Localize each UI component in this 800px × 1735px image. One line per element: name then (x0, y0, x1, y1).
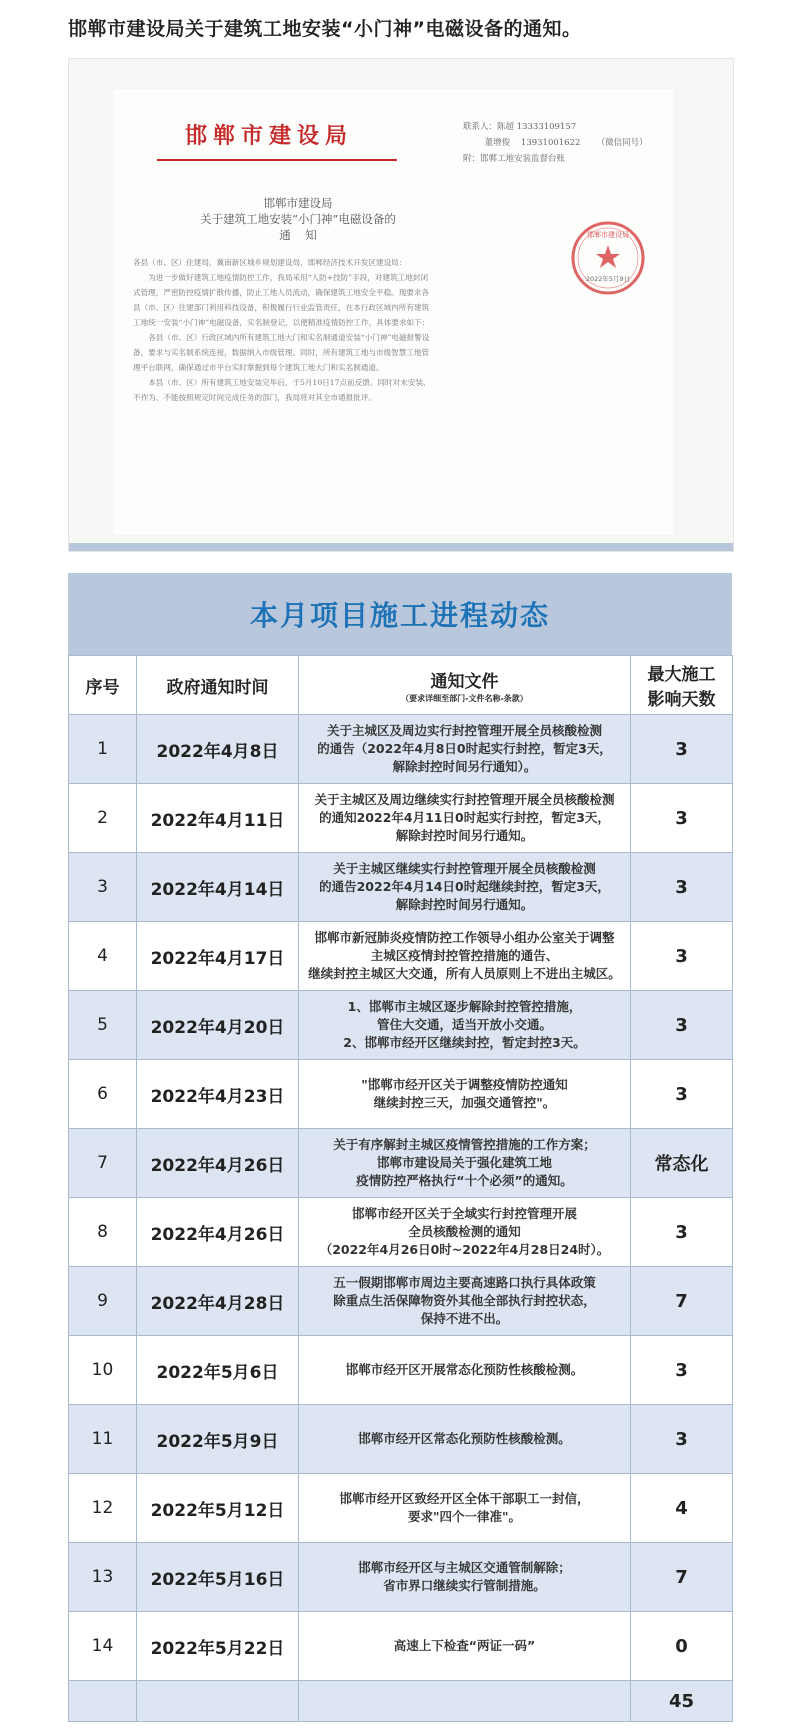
row-document (299, 853, 631, 922)
heading-line: 通 知 (279, 228, 317, 242)
notice-photo (68, 58, 734, 552)
heading-line: 关于建筑工地安装“小门神”电磁设备的 (200, 212, 396, 226)
row-number: 14 (69, 1612, 137, 1681)
row-impact-days: 3 (631, 784, 733, 853)
notice-heading (173, 195, 423, 243)
document-line: 全员核酸检测的通知 (408, 1224, 521, 1239)
table-total-row (69, 1681, 733, 1722)
row-impact-days: 3 (631, 715, 733, 784)
document-line: 1、邯郸市主城区逐步解除封控管控措施， (347, 999, 582, 1014)
heading-line: 邯郸市建设局 (263, 196, 333, 210)
row-number: 8 (69, 1198, 137, 1267)
total-cell-empty (299, 1681, 631, 1722)
table-title: 本月项目施工进程动态 (68, 573, 732, 655)
document-line: 的通告（2022年4月8日0时起实行封控，暂定3天， (317, 741, 612, 756)
row-impact-days: 3 (631, 1060, 733, 1129)
body-paragraph: 为进一步做好建筑工地疫情防控工作，我局采用“人防+技防”手段，对建筑工地封闭式管理，严密防控疫情扩散传播，防止工地人员流动，确保建筑工地安全平稳。现要求各县（市、区）住建部门利用科技设备，积极履行行业监管责任，在本行政区域内所有建筑工地统一安装“小门神”电磁设备，实名制登记，以便精准疫情防控工作，具体要求如下： (133, 273, 430, 327)
table-row (69, 1543, 733, 1612)
row-document (299, 1060, 631, 1129)
row-impact-days: 7 (631, 1543, 733, 1612)
table-row (69, 922, 733, 991)
row-date: 2022年5月6日 (137, 1336, 299, 1405)
row-number: 13 (69, 1543, 137, 1612)
row-impact-days: 3 (631, 853, 733, 922)
document-line: 的通知2022年4月11日0时起实行封控，暂定3天， (319, 810, 610, 825)
seal-text: 邯郸市建设局 (587, 231, 629, 239)
body-paragraph: 各县（市、区）行政区域内所有建筑工地大门和实名制通道安装“小门神”电磁报警设备，要求与实名制系统连接，数据纳入市级管理。同时，所有建筑工地与市级智慧工地管理平台联网，确保通过市平台实时掌握到每个建筑工地大门和实名制通道。 (133, 333, 430, 372)
photo-frame-band (69, 543, 733, 551)
table-row (69, 1474, 733, 1543)
row-number: 2 (69, 784, 137, 853)
table-row (69, 1336, 733, 1405)
row-number: 4 (69, 922, 137, 991)
row-date: 2022年5月9日 (137, 1405, 299, 1474)
document-line: 省市界口继续实行管制措施。 (383, 1578, 546, 1593)
row-number: 3 (69, 853, 137, 922)
document-line: "邯郸市经开区关于调整疫情防控通知 (361, 1077, 568, 1092)
document-line: 继续封控三天，加强交通管控"。 (373, 1095, 556, 1110)
table-row (69, 715, 733, 784)
row-document (299, 1612, 631, 1681)
document-line: 五一假期邯郸市周边主要高速路口执行具体政策 (333, 1275, 596, 1290)
row-number: 10 (69, 1336, 137, 1405)
header-days-line: 最大施工 (647, 665, 716, 685)
row-number: 9 (69, 1267, 137, 1336)
table-row (69, 784, 733, 853)
document-line: 邯郸市建设局关于强化建筑工地 (376, 1155, 552, 1170)
row-impact-days: 常态化 (631, 1129, 733, 1198)
row-date: 2022年4月11日 (137, 784, 299, 853)
letterhead-title: 邯郸市建设局 (185, 123, 354, 149)
document-line: 邯郸市经开区关于全域实行封控管理开展 (351, 1206, 577, 1221)
document-line: 的通告2022年4月14日0时起继续封控，暂定3天， (319, 879, 610, 894)
row-document (299, 1336, 631, 1405)
contact-line: 董增俊 13931001622 （微信同号） (463, 138, 648, 148)
progress-table (68, 655, 733, 1722)
row-date: 2022年4月28日 (137, 1267, 299, 1336)
document-line: 主城区疫情封控管控措施的通告、 (370, 948, 559, 963)
row-document (299, 1129, 631, 1198)
table-row (69, 991, 733, 1060)
header-doc-sub: （要求详细至部门-文件名称-条款） (401, 693, 528, 703)
row-document (299, 1198, 631, 1267)
row-impact-days: 0 (631, 1612, 733, 1681)
row-impact-days: 3 (631, 991, 733, 1060)
document-line: 2、邯郸市经开区继续封控，暂定封控3天。 (343, 1035, 586, 1050)
row-document (299, 1405, 631, 1474)
progress-table-section (68, 573, 732, 1722)
row-impact-days: 3 (631, 922, 733, 991)
total-cell-empty (69, 1681, 137, 1722)
document-line: 高速上下检查“两证一码” (393, 1638, 536, 1653)
header-date: 政府通知时间 (137, 656, 299, 715)
row-number: 12 (69, 1474, 137, 1543)
row-impact-days: 3 (631, 1198, 733, 1267)
row-number: 11 (69, 1405, 137, 1474)
document-line: 除重点生活保障物资外其他全部执行封控状态， (333, 1293, 596, 1308)
row-number: 1 (69, 715, 137, 784)
document-line: 邯郸市经开区常态化预防性核酸检测。 (358, 1431, 571, 1446)
document-line: 疫情防控严格执行“十个必须”的通知。 (356, 1173, 573, 1188)
row-document (299, 784, 631, 853)
row-document (299, 991, 631, 1060)
notice-body (133, 255, 433, 405)
header-days-line: 影响天数 (647, 690, 716, 710)
document-line: 关于有序解封主城区疫情管控措施的工作方案； (333, 1137, 596, 1152)
row-date: 2022年5月22日 (137, 1612, 299, 1681)
document-line: 要求"四个一律准"。 (407, 1509, 522, 1524)
row-document (299, 1474, 631, 1543)
body-paragraph: 本县（市、区）所有建筑工地安装完毕后，于5月10日17点前反馈。同时对未安装、不作为、不能按照规定时间完成任务的部门，我局将对其全市通报批评。 (133, 378, 431, 402)
document-line: 解除封控时间另行通知）。 (392, 759, 537, 774)
table-row (69, 1612, 733, 1681)
row-date: 2022年4月8日 (137, 715, 299, 784)
body-paragraph: 各县（市、区）住建局，冀南新区城乡规划建设局，邯郸经济技术开发区建设局： (133, 258, 407, 267)
header-doc-label: 通知文件 (430, 671, 499, 692)
table-row (69, 1060, 733, 1129)
row-date: 2022年4月17日 (137, 922, 299, 991)
document-line: 邯郸市经开区与主城区交通管制解除； (358, 1560, 571, 1575)
row-date: 2022年5月12日 (137, 1474, 299, 1543)
document-line: 邯郸市经开区开展常态化预防性核酸检测。 (345, 1362, 584, 1377)
total-days: 45 (631, 1681, 733, 1722)
row-number: 6 (69, 1060, 137, 1129)
row-date: 2022年4月20日 (137, 991, 299, 1060)
document-line: （2022年4月26日0时~2022年4月28日24时）。 (319, 1242, 610, 1257)
document-line: 关于主城区及周边实行封控管理开展全员核酸检测 (326, 723, 602, 738)
total-cell-empty (137, 1681, 299, 1722)
document-line: 邯郸市新冠肺炎疫情防控工作领导小组办公室关于调整 (314, 930, 615, 945)
document-line: 解除封控时间另行通知。 (395, 828, 534, 843)
contact-block (463, 119, 648, 167)
header-doc (299, 656, 631, 715)
table-row (69, 1129, 733, 1198)
article-headline: 邯郸市建设局关于建筑工地安装“小门神”电磁设备的通知。 (68, 18, 582, 40)
row-document (299, 922, 631, 991)
official-seal (569, 219, 647, 297)
row-impact-days: 7 (631, 1267, 733, 1336)
contact-line: 联系人：陈超 13333109157 (463, 122, 577, 132)
row-impact-days: 3 (631, 1336, 733, 1405)
seal-date: 2022年5月9日 (585, 275, 631, 283)
table-row (69, 1198, 733, 1267)
document-line: 邯郸市经开区致经开区全体干部职工一封信， (339, 1491, 590, 1506)
row-document (299, 1543, 631, 1612)
row-date: 2022年4月23日 (137, 1060, 299, 1129)
document-line: 关于主城区及周边继续实行封控管理开展全员核酸检测 (314, 792, 615, 807)
row-document (299, 1267, 631, 1336)
row-date: 2022年4月14日 (137, 853, 299, 922)
header-no: 序号 (69, 656, 137, 715)
letterhead-red-rule (157, 159, 397, 161)
row-date: 2022年4月26日 (137, 1198, 299, 1267)
table-row (69, 1405, 733, 1474)
row-date: 2022年4月26日 (137, 1129, 299, 1198)
row-impact-days: 3 (631, 1405, 733, 1474)
header-days (631, 656, 733, 715)
table-row (69, 1267, 733, 1336)
document-line: 管住大交通，适当开放小交通。 (376, 1017, 552, 1032)
contact-line: 附：邯郸工地安装监督台账 (463, 154, 566, 164)
document-line: 解除封控时间另行通知。 (395, 897, 534, 912)
row-number: 5 (69, 991, 137, 1060)
row-document (299, 715, 631, 784)
notice-paper (113, 89, 673, 535)
row-impact-days: 4 (631, 1474, 733, 1543)
document-line: 继续封控主城区大交通，所有人员原则上不进出主城区。 (308, 966, 621, 981)
table-row (69, 853, 733, 922)
row-number: 7 (69, 1129, 137, 1198)
row-date: 2022年5月16日 (137, 1543, 299, 1612)
document-line: 关于主城区继续实行封控管理开展全员核酸检测 (333, 861, 596, 876)
table-header-row (69, 656, 733, 715)
document-line: 保持不进不出。 (420, 1311, 509, 1326)
